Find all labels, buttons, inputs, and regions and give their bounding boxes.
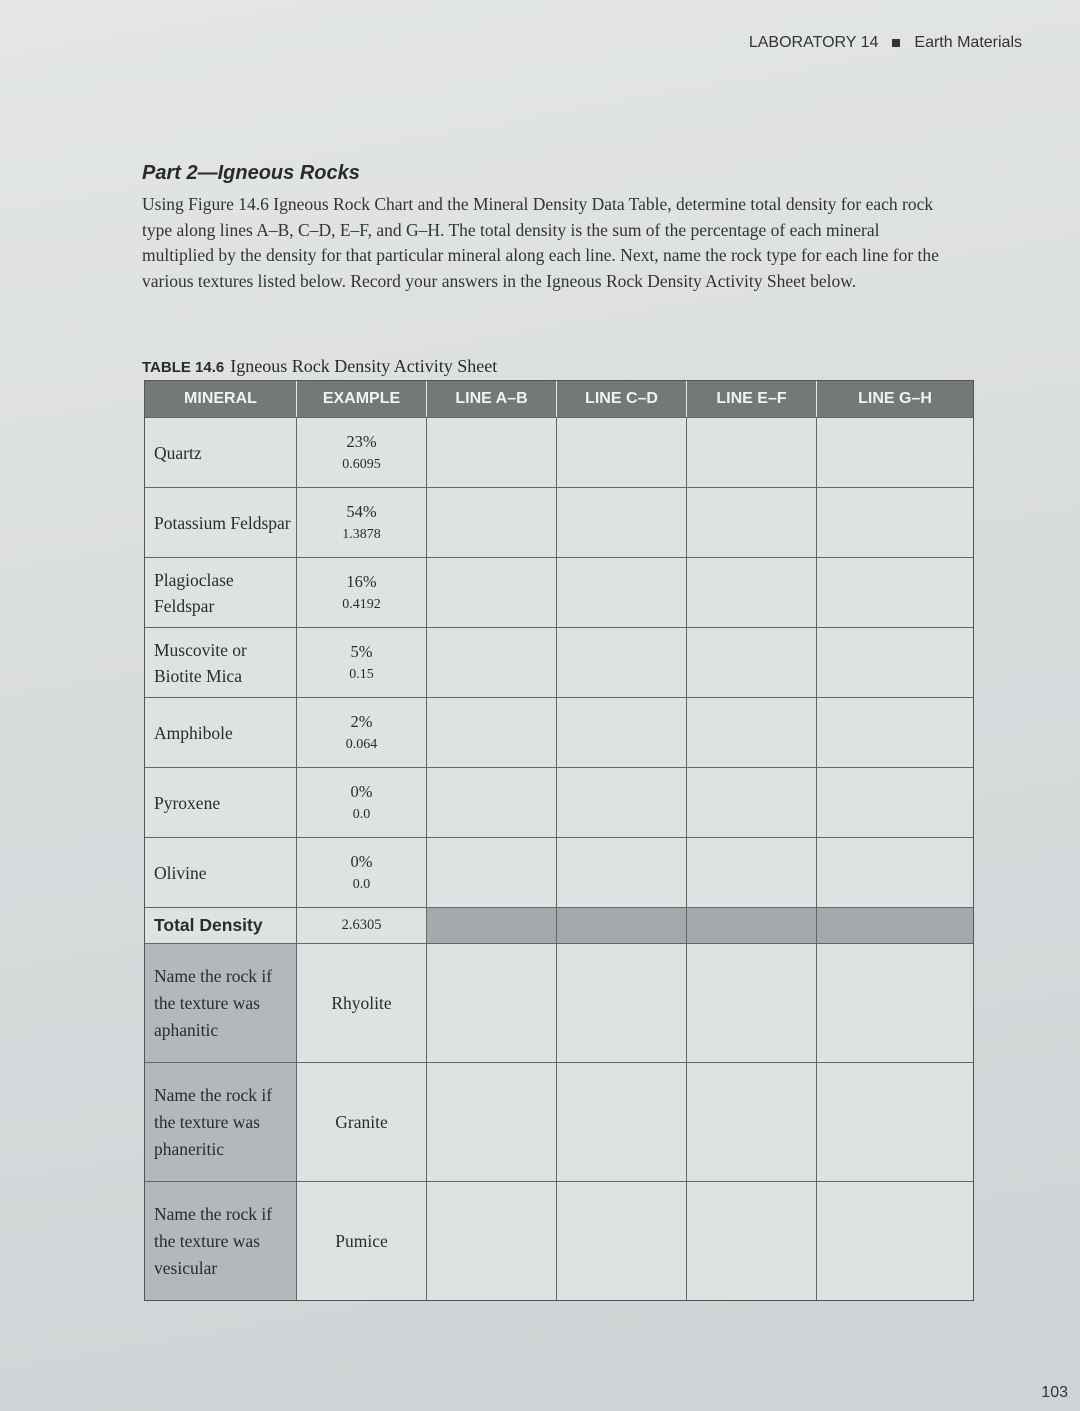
- mineral-density: 0.4192: [342, 596, 381, 612]
- answer-cell[interactable]: [817, 558, 973, 627]
- answer-cell[interactable]: [687, 1182, 817, 1300]
- mineral-percent: 16%: [346, 571, 377, 591]
- answer-cell[interactable]: [557, 1063, 687, 1181]
- table-row: [145, 838, 973, 908]
- table-row: [145, 768, 973, 838]
- rock-name-row: [145, 1063, 973, 1182]
- mineral-name: Muscovite or Biotite Mica: [145, 628, 297, 697]
- texture-prompt: Name the rock if the texture was aphanitic: [145, 944, 297, 1062]
- answer-cell[interactable]: [427, 1182, 557, 1300]
- example-cell: [297, 628, 427, 697]
- answer-cell[interactable]: [557, 488, 687, 557]
- mineral-density: 0.6095: [342, 456, 381, 472]
- answer-cell[interactable]: [557, 558, 687, 627]
- lab-topic: Earth Materials: [914, 34, 1022, 51]
- answer-cell[interactable]: [427, 908, 557, 943]
- answer-cell[interactable]: [427, 1063, 557, 1181]
- column-header: LINE A–B: [427, 381, 557, 417]
- mineral-density: 0.15: [349, 666, 374, 682]
- mineral-percent: 0%: [350, 781, 373, 801]
- answer-cell[interactable]: [687, 488, 817, 557]
- column-header: LINE G–H: [858, 390, 932, 407]
- column-header: MINERAL: [145, 381, 297, 417]
- rock-name-row: [145, 1182, 973, 1300]
- answer-cell[interactable]: [817, 838, 973, 907]
- mineral-percent: 23%: [346, 431, 377, 451]
- table-row: [145, 488, 973, 558]
- answer-cell[interactable]: [687, 1063, 817, 1181]
- square-bullet-icon: [892, 39, 900, 47]
- mineral-percent: 54%: [346, 501, 377, 521]
- answer-cell[interactable]: [557, 838, 687, 907]
- total-density-row: [145, 908, 973, 944]
- answer-cell[interactable]: [557, 418, 687, 487]
- example-rock-name: Rhyolite: [297, 944, 427, 1062]
- example-cell: [297, 558, 427, 627]
- answer-cell[interactable]: [817, 418, 973, 487]
- answer-cell[interactable]: [427, 768, 557, 837]
- mineral-density: 0.0: [352, 806, 371, 822]
- answer-cell[interactable]: [687, 418, 817, 487]
- answer-cell[interactable]: [817, 1063, 973, 1181]
- total-density-value: 2.6305: [297, 908, 427, 943]
- example-cell: [297, 838, 427, 907]
- answer-cell[interactable]: [687, 628, 817, 697]
- example-cell: [297, 488, 427, 557]
- rock-name-row: [145, 944, 973, 1063]
- answer-cell[interactable]: [687, 768, 817, 837]
- answer-cell[interactable]: [427, 488, 557, 557]
- texture-prompt: Name the rock if the texture was phaneritic: [145, 1063, 297, 1181]
- table-row: [145, 628, 973, 698]
- answer-cell[interactable]: [427, 838, 557, 907]
- mineral-density: 0.0: [352, 876, 371, 892]
- mineral-percent: 5%: [350, 641, 373, 661]
- answer-cell[interactable]: [817, 944, 973, 1062]
- answer-cell[interactable]: [557, 1182, 687, 1300]
- answer-cell[interactable]: [817, 488, 973, 557]
- section-title: Part 2—Igneous Rocks: [142, 162, 360, 184]
- answer-cell[interactable]: [687, 838, 817, 907]
- answer-cell[interactable]: [427, 418, 557, 487]
- example-rock-name: Pumice: [297, 1182, 427, 1300]
- column-header: LINE C–D: [557, 381, 687, 417]
- mineral-density: 1.3878: [342, 526, 381, 542]
- table-caption: [142, 356, 497, 377]
- table-row: [145, 698, 973, 768]
- table-header-row: [145, 381, 973, 418]
- example-rock-name: Granite: [297, 1063, 427, 1181]
- table-row: [145, 418, 973, 488]
- density-activity-table: [144, 380, 974, 1301]
- example-cell: [297, 698, 427, 767]
- answer-cell[interactable]: [557, 908, 687, 943]
- example-cell: [297, 418, 427, 487]
- texture-prompt: Name the rock if the texture was vesicular: [145, 1182, 297, 1300]
- answer-cell[interactable]: [817, 1182, 973, 1300]
- table-label: TABLE 14.6: [142, 359, 225, 376]
- total-density-label: Total Density: [145, 908, 297, 943]
- page-number: 103: [1041, 1384, 1068, 1401]
- mineral-name: Plagioclase Feldspar: [145, 558, 297, 627]
- mineral-name: Amphibole: [145, 698, 297, 767]
- answer-cell[interactable]: [817, 698, 973, 767]
- running-head: [749, 34, 1022, 52]
- section-instructions: Using Figure 14.6 Igneous Rock Chart and the Mineral Density Data Table, determine total density for each rock type along lines A–B, C–D, E–F, and G–H. The total density is the sum of the percentage of each mineral multiplied by the density for that particular mineral along each line. Next, name the rock type for each line for the various textures listed below. Record your answers in the Igneous Rock Density Activity Sheet below.: [142, 194, 939, 291]
- table-row: [145, 558, 973, 628]
- answer-cell[interactable]: [557, 944, 687, 1062]
- mineral-percent: 0%: [350, 851, 373, 871]
- answer-cell[interactable]: [557, 768, 687, 837]
- column-header: EXAMPLE: [297, 381, 427, 417]
- example-cell: [297, 768, 427, 837]
- column-header: LINE E–F: [687, 381, 817, 417]
- answer-cell[interactable]: [687, 908, 817, 943]
- mineral-percent: 2%: [350, 711, 373, 731]
- mineral-name: Olivine: [145, 838, 297, 907]
- answer-cell[interactable]: [557, 628, 687, 697]
- lab-number: LABORATORY 14: [748, 34, 879, 51]
- answer-cell[interactable]: [427, 628, 557, 697]
- answer-cell[interactable]: [687, 558, 817, 627]
- answer-cell[interactable]: [427, 558, 557, 627]
- answer-cell[interactable]: [817, 768, 973, 837]
- table-title: Igneous Rock Density Activity Sheet: [230, 356, 498, 376]
- mineral-name: Quartz: [145, 418, 297, 487]
- answer-cell[interactable]: [557, 698, 687, 767]
- answer-cell[interactable]: [817, 908, 973, 943]
- mineral-name: Potassium Feldspar: [145, 488, 297, 557]
- mineral-name: Pyroxene: [145, 768, 297, 837]
- answer-cell[interactable]: [687, 944, 817, 1062]
- answer-cell[interactable]: [427, 944, 557, 1062]
- answer-cell[interactable]: [427, 698, 557, 767]
- answer-cell[interactable]: [687, 698, 817, 767]
- answer-cell[interactable]: [817, 628, 973, 697]
- mineral-density: 0.064: [345, 736, 378, 752]
